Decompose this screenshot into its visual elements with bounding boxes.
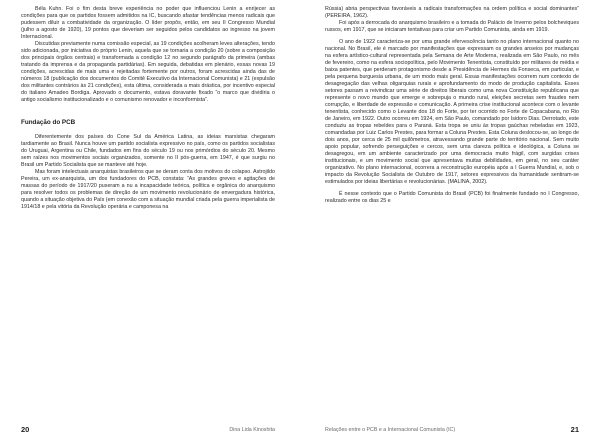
paragraph: Diferentemente dos países do Cone Sul da América Latina, as ideias marxistas chegaram tardiamente ao Brasil. Nunca houve um partido socialista expressivo no país, como os partidos socialistas do Uruguai, Argentina ou Chile, fundados em fins do século 19 ou nos primórdios do século 20. Mesmo sem raízes nos movimentos sociais organizados, somente no II pós-guerra, em 1947, é que surgiu no Brasil um Partido Socialista que se manteve até hoje. [21,134,275,168]
paragraph: É nesse contexto que o Partido Comunista do Brasil (PCB) foi finalmente fundado no I Congresso, realizado entre os dias 25 e [325,191,579,204]
running-head-author: Dina Lida Kinoshita [229,427,275,433]
paragraph: O ano de 1922 caracteriza-se por uma grande efervescência tanto no plano internacional quanto no nacional. No Brasil, ele é marcado por manifestações que expressam os grandes anseios por mudanças na esfera artístico-cultural representada pela Semana de Arte Moderna, realizada em São Paulo, no mês de fevereiro, como na esfera sociopolítica, pelo Movimento Tenentista, constituído por militares de média e baixa patentes, que perderam protagonismo desde a Presidência de Hermes da Fonseca, em particular, e pela pequena burguesia urbana, de um modo mais geral. Essas manifestações ocorrem num contexto de desagregação das velhas oligarquias rurais e aprofundamento do modo de produção capitalista. Esses setores passam a reivindicar uma série de direitos liberais como uma nova Constituição republicana que represente o novo mundo que emerge e sobrepuja o mundo rural, eleições secretas sem fraudes nem corrupção, e liberdade de expressão e comunicação. A primeira crise institucional acontece com o levante tenentista, conhecido como o Levante dos 18 do Forte, por ter ocorrido no Forte de Copacabana, no Rio de Janeiro, em 1922. Outro ocorreu em 1924, em São Paulo, comandado por Isidoro Dias. Derrotado, este conduziu as tropas rebeldes para o Paraná. Esta tropa se uniu às tropas gaúchas rebeladas em 1923, comandadas por Luiz Carlos Prestes, para formar a Coluna Prestes. Esta Coluna deslocou-se, ao longo de dois anos, por cerca de 25 mil quilômetros, atravessando grande parte do território nacional. Sem muito apoio popular, sofrendo perseguições e cercos, sem uma clareza política e ideológica, a Coluna se desagregou, em um ambiente caracterizado por uma democracia muito frágil, com surgidas crises institucionais, e um movimento social que apresentava muitas debilidades, em geral, no seu caráter organizativo. No plano internacional, ocorrera a reconstrução européia após a I Guerra Mundial, e, sob o impacto da Revolução Socialista de Outubro de 1917, setores expressivos da humanidade sentiram-se estimulados por ideias libertárias e revolucionárias. (MALINA, 2002). [325,39,579,185]
page-number: 21 [570,425,579,434]
paragraph: Discutidas previamente numa comissão especial, as 19 condições acolheram leves alterações, tendo sido adicionada, por iniciativa do próprio Lenin, aquela que se tornaria a condição 20 (sobre a composição dos principais órgãos centrais) e transformada a condição 12 no segundo parágrafo da primeira (ambas tratando da imprensa e da propaganda partidárias). Em seguida, debatidas em plenário, essas novas 19 condições, acrescidas de mais uma e rejeitadas fortemente por outros, foram acrescidas ainda das de números 18 (publicação dos documentos do Comitê Executivo da Internacional Comunista) e 21 (expulsão dos militantes contrários às 21 condições), esta última, considerada a mais drástica, por incentivo especial do italiano Amadeo Bordiga. Aprovado o documento, estava doravante fixado “o marco que dividiria o antigo socialismo institucionalizado e o comunismo renovador e inconformista”. [21,41,275,103]
paragraph: Béla Kuhn. Foi o fim desta breve experiência no poder que influenciou Lenin a enrijecer as condições para que os partidos fossem admitidos na IC, buscando afastar tendências menos radicais que pudessem diluir a combatividade da organização. O líder propôs, então, em seu II Congresso Mundial (julho a agosto de 1920), 19 pontos que deveriam ser seguidos pelos candidatos ao ingresso na jovem Internacional. [21,6,275,40]
section-heading: Fundação do PCB [21,119,76,126]
paragraph: Foi após a derrocada do anarquismo brasileiro e a tomada do Palácio de Inverno pelos bolcheviques russos, em 1917, que se iniciaram tentativas para criar um Partido Comunista, ainda em 1919. [325,20,579,33]
paragraph: Rússia) abria perspectivas favoráveis a radicais transformações na ordem política e social dominantes” (PEREIRA, 1962). [325,6,579,19]
right-page-text [325,6,579,420]
left-page-text [21,6,275,420]
running-head-title: Relações entre o PCB e a Internacional Comunista (IC) [325,427,456,433]
page-number: 20 [21,425,30,434]
left-page-footer [21,427,275,437]
right-page-footer [325,427,579,437]
paragraph: Mas foram intelectuais anarquistas brasileiros que se deram conta dos motivos do colapso. Astrojildo Pereira, um ex-anarquista, um dos fundadores do PCB, constata: “As grandes greves e agitações de massas do período de 1917/20 puseram a nu a incapacidade teórica, política e orgânica do anarquismo para resolver todos os problemas de direção de um movimento revolucionário de envergadura histórica, quando a situação objetiva do País (em conexão com a situação mundial criada pela guerra imperialista de 1914/18 e pela vitória da Revolução operária e camponesa na [21,169,275,210]
